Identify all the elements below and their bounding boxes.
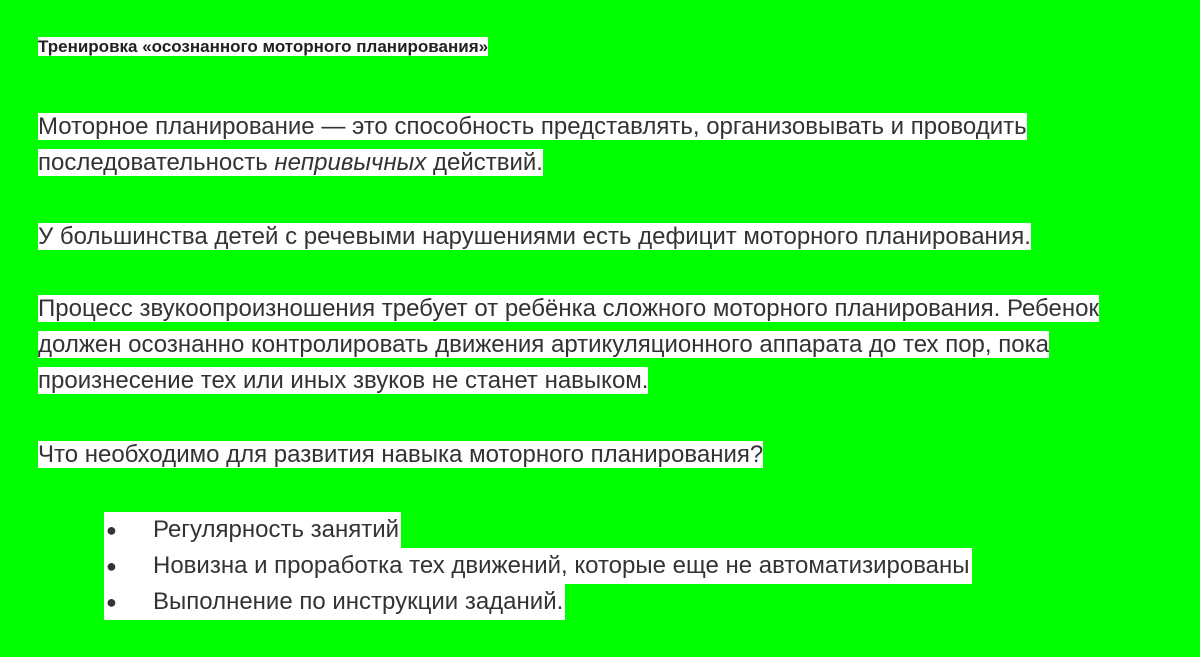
paragraph-deficit [38,219,1138,255]
list-item [0,548,972,584]
paragraph-definition-before: Моторное планирование — это способность представлять, организовывать и проводить последовательность [38,113,1027,176]
paragraph-question [38,437,1138,473]
list-item [0,512,972,548]
list-item-row [104,584,565,620]
document-title [38,34,488,60]
list-item-text: Регулярность занятий [153,516,400,543]
bullet-icon: ● [106,556,117,576]
paragraph-definition-text [38,113,1027,176]
list-item-text: Выполнение по инструкции заданий. [153,588,564,615]
paragraph-definition-emphasis: непривычных [274,149,427,176]
document-title-text: Тренировка «осознанного моторного планирования» [38,37,489,56]
paragraph-deficit-text: У большинства детей с речевыми нарушениями есть дефицит моторного планирования. [38,223,1031,250]
list-item-row [104,512,401,548]
bullet-icon: ● [106,592,117,612]
paragraph-definition [38,109,1138,181]
list-item-row [104,548,972,584]
list-item [0,584,972,620]
paragraph-definition-after: действий. [426,149,543,176]
requirements-list [0,512,972,620]
list-item-text: Новизна и проработка тех движений, которые еще не автоматизированы [153,552,970,579]
paragraph-question-text: Что необходимо для развития навыка моторного планирования? [38,441,764,468]
bullet-icon: ● [106,520,117,540]
paragraph-process-text: Процесс звукоопроизношения требует от ребёнка сложного моторного планирования. Ребенок должен осознанно контролировать движения артикуляционного аппарата до тех пор, пока произнесение тех или иных звуков не станет навыком. [38,295,1099,394]
paragraph-process [38,291,1138,399]
